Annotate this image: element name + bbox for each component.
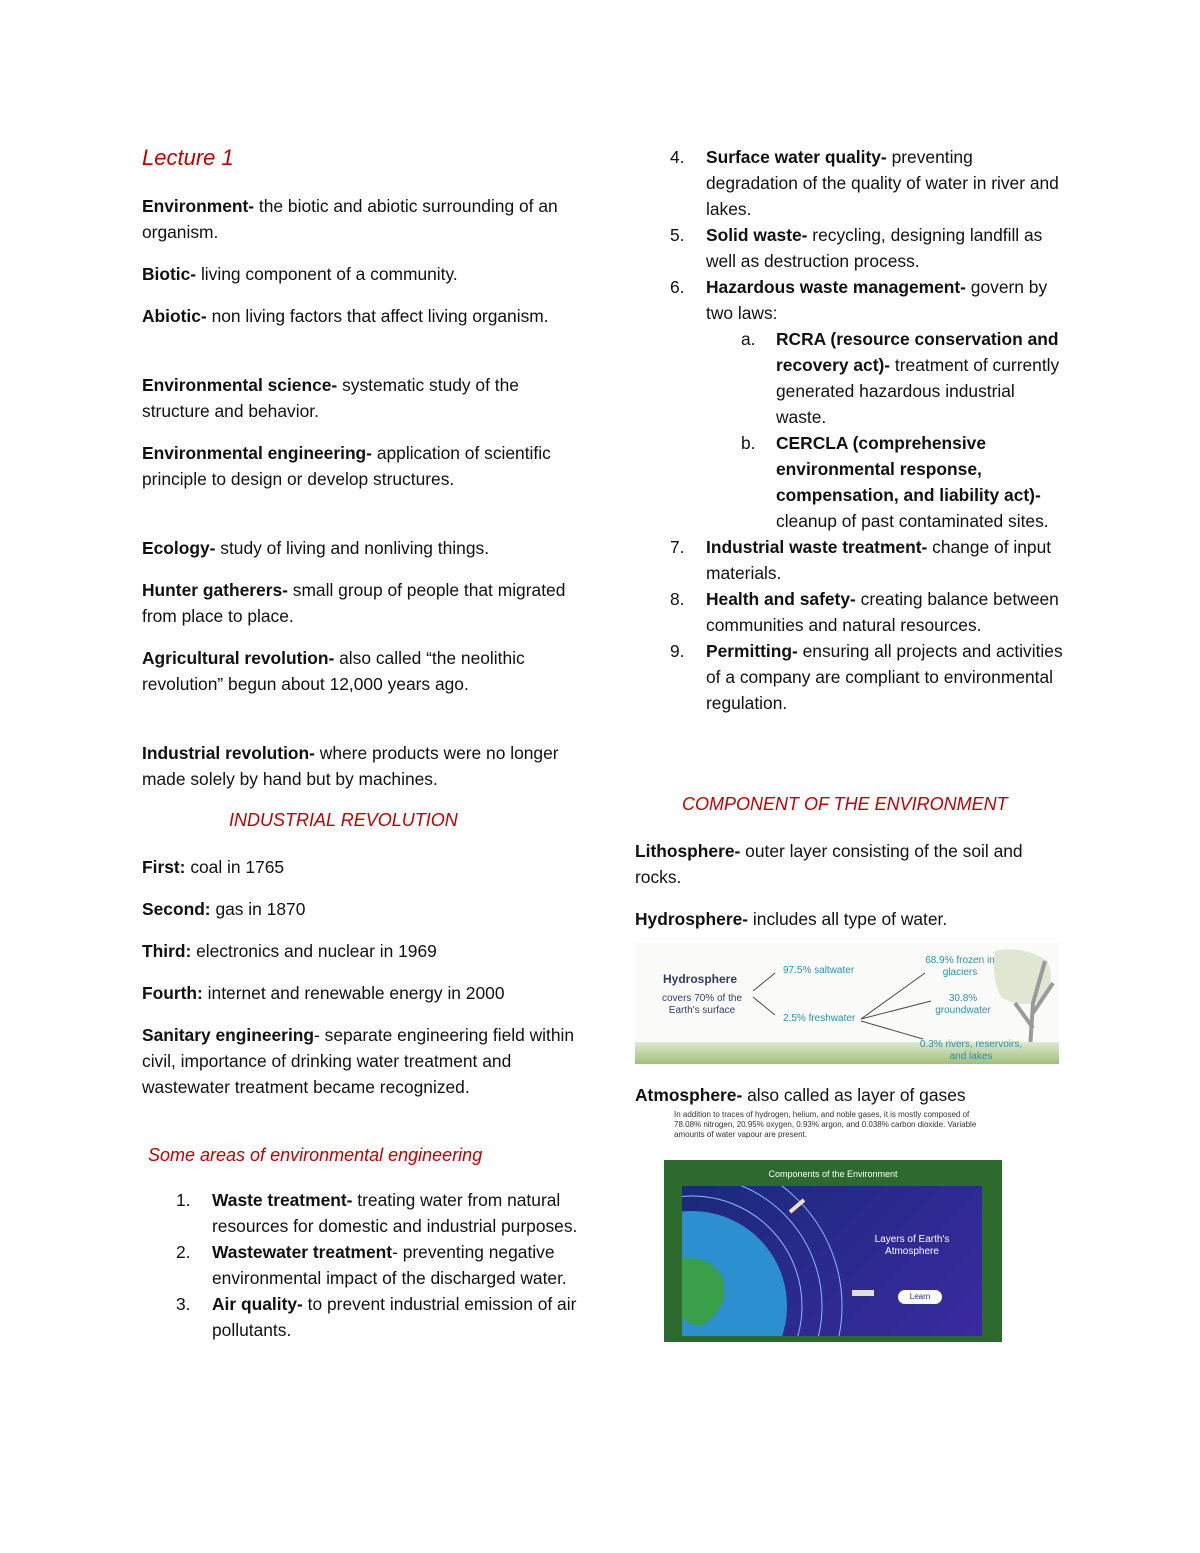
slide-banner: Components of the Environment — [768, 1169, 898, 1179]
laws-list — [706, 326, 1065, 534]
industrial-revolution-heading: INDUSTRIAL REVOLUTION — [229, 810, 458, 830]
atmosphere-caption: In addition to traces of hydrogen, helium, and noble gases, it is mostly composed of 78.08% nitrogen, 20.95% oxygen, 0.93% argon, and 0.038% carbon dioxide. Variable amounts of water vapour are present. — [674, 1110, 977, 1139]
definition: Ecology- study of living and nonliving things. — [142, 538, 490, 558]
lithosphere-definition: Lithosphere- outer layer consisting of the soil and rocks. — [635, 841, 1023, 887]
law-item: b. CERCLA (comprehensive environmental response, compensation, and liability act)- cleanup of past contaminated sites. — [741, 433, 1049, 531]
revolution-item: First: coal in 1765 — [142, 857, 285, 877]
list-item: 8. Health and safety- creating balance between communities and natural resources. — [670, 589, 1059, 635]
rivers-label: 0.3% rivers, reservoirs, and lakes — [919, 1039, 1023, 1062]
list-item: 9. Permitting- ensuring all projects and activities of a company are compliant to environmental regulation. — [670, 641, 1063, 713]
list-item: 2. Wastewater treatment- preventing negative environmental impact of the discharged water. — [176, 1242, 567, 1288]
areas-list-continued — [635, 144, 1065, 716]
atmosphere-definition: Atmosphere- also called as layer of gases — [635, 1085, 966, 1105]
hydrosphere-coverage: covers 70% of the Earth's surface — [661, 993, 743, 1016]
lecture-title: Lecture 1 — [142, 145, 234, 170]
revolution-item: Fourth: internet and renewable energy in 2000 — [142, 983, 505, 1003]
revolution-item: Third: electronics and nuclear in 1969 — [142, 941, 437, 961]
hydrosphere-diagram — [635, 943, 1059, 1064]
groundwater-label: 30.8% groundwater — [935, 993, 991, 1016]
atmosphere-panel — [682, 1186, 982, 1336]
definition: Agricultural revolution- also called “the neolithic revolution” begun about 12,000 years ago. — [142, 648, 525, 694]
definition: Environmental engineering- application of scientific principle to design or develop structures. — [142, 443, 551, 489]
list-item: 4. Surface water quality- preventing degradation of the quality of water in river and lakes. — [670, 147, 1059, 219]
sanitary-engineering-definition: Sanitary engineering- separate engineering field within civil, importance of drinking water treatment and wastewater treatment became recognized. — [142, 1025, 575, 1097]
earth-illustration — [682, 1186, 982, 1336]
definition: Environmental science- systematic study of the structure and behavior. — [142, 375, 519, 421]
freshwater-label: 2.5% freshwater — [783, 1013, 856, 1024]
hydrosphere-definition: Hydrosphere- includes all type of water. — [635, 909, 948, 929]
definition: Industrial revolution- where products were no longer made solely by hand but by machines. — [142, 743, 559, 789]
definition: Biotic- living component of a community. — [142, 264, 458, 284]
definition: Abiotic- non living factors that affect living organism. — [142, 306, 549, 326]
areas-list — [142, 1187, 582, 1343]
hydrosphere-image-title: Hydrosphere — [663, 972, 738, 986]
atmosphere-figure — [664, 1108, 1002, 1342]
components-slide — [664, 1160, 1002, 1342]
saltwater-label: 97.5% saltwater — [783, 965, 855, 976]
definition: Environment- the biotic and abiotic surrounding of an organism. — [142, 196, 558, 242]
law-item: a. RCRA (resource conservation and recovery act)- treatment of currently generated hazardous industrial waste. — [741, 329, 1060, 427]
list-item: 6. Hazardous waste management- govern by two laws: a. RCRA (resource conservation and recovery act)- treatment of currently generated hazardous industrial waste. b. CERCLA (comprehensive environmental response, compensation, and liability act)- cleanup of past contaminated sites. — [635, 274, 1065, 534]
areas-heading: Some areas of environmental engineering — [148, 1145, 483, 1165]
learn-button[interactable]: Learn — [898, 1290, 942, 1304]
glaciers-label: 68.9% frozen in glaciers — [925, 955, 995, 978]
list-item: 5. Solid waste- recycling, designing landfill as well as destruction process. — [670, 225, 1043, 271]
list-item: 1. Waste treatment- treating water from natural resources for domestic and industrial purposes. — [176, 1190, 578, 1236]
list-item: 3. Air quality- to prevent industrial emission of air pollutants. — [176, 1294, 577, 1340]
revolution-item: Second: gas in 1870 — [142, 899, 306, 919]
definition: Hunter gatherers- small group of people that migrated from place to place. — [142, 580, 566, 626]
list-item: 7. Industrial waste treatment- change of input materials. — [670, 537, 1052, 583]
component-heading: COMPONENT OF THE ENVIRONMENT — [682, 794, 1008, 814]
layers-title: Layers of Earth's Atmosphere — [874, 1234, 950, 1257]
